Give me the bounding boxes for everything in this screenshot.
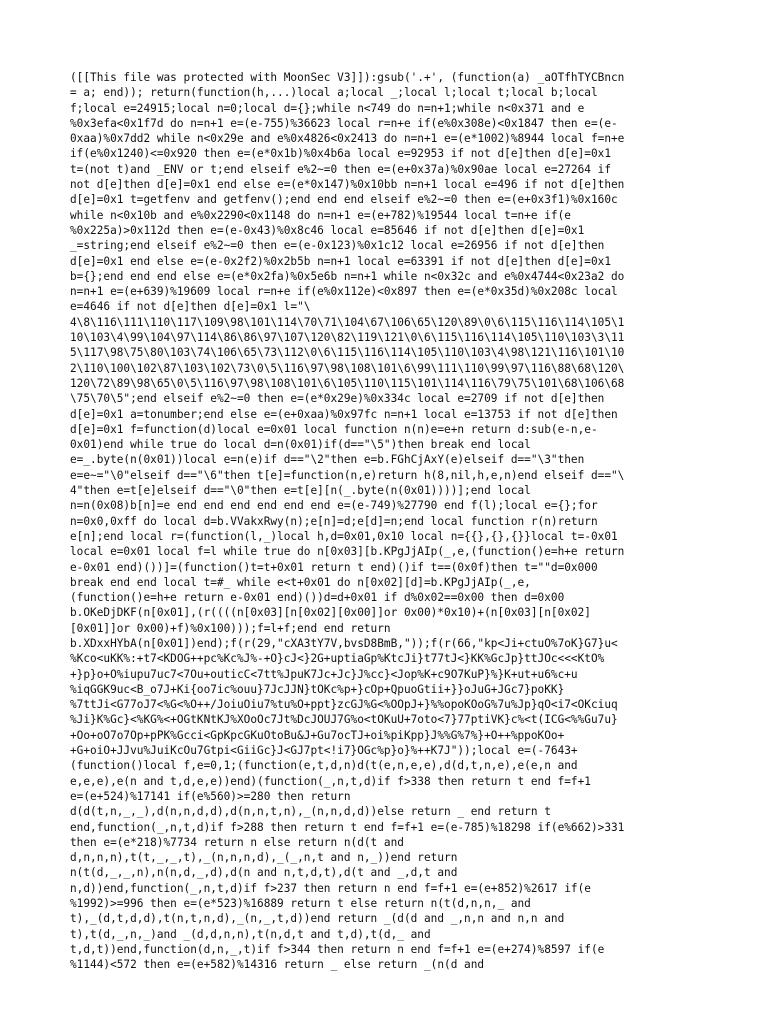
code-line: e=(e+524)%17141 if(e%560)>=280 then return xyxy=(70,789,351,803)
code-line: b={};end end end else e=(e*0x2fa)%0x5e6b n=n+1 while n<0x32c and e%0x4744<0x23a2 do xyxy=(70,269,625,283)
code-line: t=(not t)and _ENV or t;end elseif e%2~=0 then e=(e+0x37a)%0x90ae local e=27264 if xyxy=(70,162,611,176)
code-line: +Oo+oO7o7Op+pPK%Gcci<GpKpcGKuOtoBu&J+Gu7ocTJ+oi%piKpp}J%%G%7%}+O++%ppoKOo+ xyxy=(70,728,565,742)
code-line: e[n];end local r=(function(l,_)local h,d=0x01,0x10 local n={{},{},{}}local t=-0x01 xyxy=(70,529,618,543)
code-line: end,function(_,n,t,d)if f>288 then return t end f=f+1 e=(e-785)%18298 if(e%662)>331 xyxy=(70,820,625,834)
code-line: t),t(d,_,n,_)and _(d,d,n,n),t(n,d,t and t,d),t(d,_ and xyxy=(70,927,431,941)
code-line: t,d,t))end,function(d,n,_,t)if f>344 then return n end f=f+1 e=(e+274)%8597 if(e xyxy=(70,942,605,956)
code-line: _=string;end elseif e%2~=0 then e=(e-0x123)%0x1c12 local e=26956 if not d[e]then xyxy=(70,239,605,253)
code-line: 5\117\98\75\80\103\74\106\65\73\112\0\6\115\116\114\105\110\103\4\98\121\116\101\10 xyxy=(70,346,625,360)
code-line: d[e]=0x1 a=tonumber;end else e=(e+0xaa)%0x97fc n=n+1 local e=13753 if not d[e]then xyxy=(70,407,618,421)
code-line: %1992)>=996 then e=(e*523)%16889 return t else return n(t(d,n,n,_ and xyxy=(70,897,531,911)
code-line: ([[This file was protected with MoonSec V3]]):gsub('.+', (function(a) _aOTfhTYCBncn xyxy=(70,71,625,84)
code-line: n,d))end,function(_,n,t,d)if f>237 then return n end f=f+1 e=(e+852)%2617 if(e xyxy=(70,881,591,895)
code-line: 2\110\100\102\87\103\102\73\0\5\116\97\98\108\101\6\99\111\110\99\97\116\88\68\120\ xyxy=(70,361,625,375)
code-line: %0x225a)>0x112d then e=(e-0x43)%0x8c46 local e=85646 if not d[e]then d[e]=0x1 xyxy=(70,223,585,237)
code-line: while n<0x10b and e%0x2290<0x1148 do n=n+1 e=(e+782)%19544 local t=n+e if(e xyxy=(70,208,571,222)
code-line: n=0x0,0xff do local d=b.VVakxRwy(n);e[n]=d;e[d]=n;end local function r(n)return xyxy=(70,514,598,528)
code-line: %Ji}K%Gc}<%KG%<+OGtKNtKJ%XOoOc7Jt%DcJOUJ7G%o<tOKuU+7oto<7}77ptiVK}c%<t(ICG<%%Gu7u} xyxy=(70,713,618,727)
code-line: 120\72\89\98\65\0\5\116\97\98\108\101\6\105\110\115\101\114\116\79\75\101\68\106\68 xyxy=(70,376,625,390)
code-line: t),_(d,t,d,d),t(n,t,n,d),_(n,_,t,d))end return _(d(d and _,n,n and n,n and xyxy=(70,912,565,926)
code-line: local e=0x01 local f=l while true do n[0x03][b.KPgJjAIp(_,e,(function()e=h+e return xyxy=(70,545,625,559)
code-line: d[e]=0x1 end else e=(e-0x2f2)%0x2b5b n=n+1 local e=63391 if not d[e]then d[e]=0x1 xyxy=(70,254,611,268)
code-line: n=n(0x08)b[n]=e end end end end end end e=(e-749)%27790 end f(l);local e={};for xyxy=(70,499,598,513)
code-line: n(t(d,_,_,n),n(n,d,_,d),d(n and n,t,d,t),d(t and _,d,t and xyxy=(70,866,458,880)
code-line: %1144)<572 then e=(e+582)%14316 return _ else return _(n(d and xyxy=(70,958,485,972)
obfuscated-lua-code-block xyxy=(70,70,698,973)
code-line: +G+oiO+JJvu%JuiKcOu7Gtpi<GiiGc}J<GJ7pt<!i7}OGc%p}o}%++K7J"));local e=(-7643+ xyxy=(70,744,578,758)
code-line: +}p}o+O%iupu7uc7<7Ou+outicC<7tt%JpuK7Jc+Jc}J%cc}<Jop%K+c9O7KuP}%}K+ut+u6%c+u xyxy=(70,667,578,681)
code-line: = a; end)); return(function(h,...)local a;local _;local l;local t;local b;local xyxy=(70,86,598,100)
code-line: e=4646 if not d[e]then d[e]=0x1 l="\ xyxy=(70,300,311,314)
code-line: %iqGGK9uc<B_o7J+Ki{oo7ic%ouu}7JcJJN}tOKc%p+}cOp+QpuoGtii+}}oJuG+JGc7}poKK} xyxy=(70,682,565,696)
code-line: (function()e=h+e return e-0x01 end)())d=d+0x01 if d%0x02==0x00 then d=0x00 xyxy=(70,591,565,605)
code-line: 4"then e=t[e]elseif d=="\0"then e=t[e][n(_.byte(n(0x01))))];end local xyxy=(70,484,531,498)
code-line: e-0x01 end)())]=(function()t=t+0x01 return t end)()if t==(0x0f)then t=""d=0x000 xyxy=(70,560,598,574)
code-line: (function()local f,e=0,1;(function(e,t,d,n)d(t(e,n,e,e),d(d,t,n,e),e(e,n and xyxy=(70,759,578,773)
code-line: d[e]=0x1 t=getfenv and getfenv();end end end elseif e%2~=0 then e=(e+0x3f1)%0x160c xyxy=(70,193,618,207)
code-line: b.XDxxHYbA(n[0x01])end);f(r(29,"cXA3tY7V,bvsD8BmB,"));f(r(66,"kp<Ji+ctuO%7oK}G7}u< xyxy=(70,636,618,650)
code-line: 0xaa)%0x7dd2 while n<0x29e and e%0x4826<0x2413 do n=n+1 e=(e*1002)%8944 local f=n+e xyxy=(70,132,625,146)
code-line: e=e~="\0"elseif d=="\6"then t[e]=function(n,e)return h(8,nil,h,e,n)end elseif d=="\ xyxy=(70,468,625,482)
code-line: [0x01]]or 0x00)+f)%0x100)));f=l+f;end end return xyxy=(70,621,391,635)
code-line: 0x01)end while true do local d=n(0x01)if(d=="\5")then break end local xyxy=(70,438,531,452)
code-line: n=n+1 e=(e+639)%19609 local r=n+e if(e%0x112e)<0x897 then e=(e*0x35d)%0x208c local xyxy=(70,285,618,299)
code-line: f;local e=24915;local n=0;local d={};while n<749 do n=n+1;while n<0x371 and e xyxy=(70,101,585,115)
code-line: 10\103\4\99\104\97\114\86\86\97\107\120\82\119\121\0\6\115\116\114\105\110\103\3\11 xyxy=(70,331,625,345)
code-line: e=_.byte(n(0x01))local e=n(e)if d=="\2"then e=b.FGhCjAxY(e)elseif d=="\3"then xyxy=(70,453,585,467)
code-line: %7ttJi<G77oJ7<%G<%O++/JoiuOiu7%tu%O+ppt}zcGJ%G<%OOpJ+}%%opoKOoG%7u%Jp}qO<i7<OKciuq xyxy=(70,698,618,712)
code-line: e,e,e),e(n and t,d,e,e))end)(function(_,n,t,d)if f>338 then return t end f=f+1 xyxy=(70,774,591,788)
code-line: d[e]=0x1 f=function(d)local e=0x01 local function n(n)e=e+n return d:sub(e-n,e- xyxy=(70,422,598,436)
code-line: not d[e]then d[e]=0x1 end else e=(e*0x147)%0x10bb n=n+1 local e=496 if not d[e]then xyxy=(70,178,625,192)
code-line: if(e%0x1240)<=0x920 then e=(e*0x1b)%0x4b6a local e=92953 if not d[e]then d[e]=0x1 xyxy=(70,147,611,161)
code-line: then e=(e*218)%7734 return n else return n(d(t and xyxy=(70,835,404,849)
code-line: %0x3efa<0x1f7d do n=n+1 e=(e-755)%36623 local r=n+e if(e%0x308e)<0x1847 then e=(e- xyxy=(70,116,618,130)
code-line: d(d(t,n,_,_),d(n,n,d,d),d(n,n,t,n),_(n,n,d,d))else return _ end return t xyxy=(70,805,551,819)
code-line: \75\70\5";end elseif e%2~=0 then e=(e*0x29e)%0x334c local e=2709 if not d[e]then xyxy=(70,392,605,406)
code-line: b.OKeDjDKF(n[0x01],(r((((n[0x03][n[0x02][0x00]]or 0x00)*0x10)+(n[0x03][n[0x02] xyxy=(70,606,591,620)
code-line: 4\8\116\111\110\117\109\98\101\114\70\71\104\67\106\65\120\89\0\6\115\116\114\105\1 xyxy=(70,315,625,329)
code-line: d,n,n,n),t(t,_,_,t),_(n,n,n,d),_(_,n,t and n,_))end return xyxy=(70,851,458,865)
code-line: %Kco<uKK%:+t7<KDOG++pc%Kc%J%-+O}cJ<}2G+uptiaGp%KtcJi}t77tJ<}KK%GcJp}ttJOc<<<KtO% xyxy=(70,652,605,666)
code-line: break end end local t=#_ while e<t+0x01 do n[0x02][d]=b.KPgJjAIp(_,e, xyxy=(70,575,531,589)
